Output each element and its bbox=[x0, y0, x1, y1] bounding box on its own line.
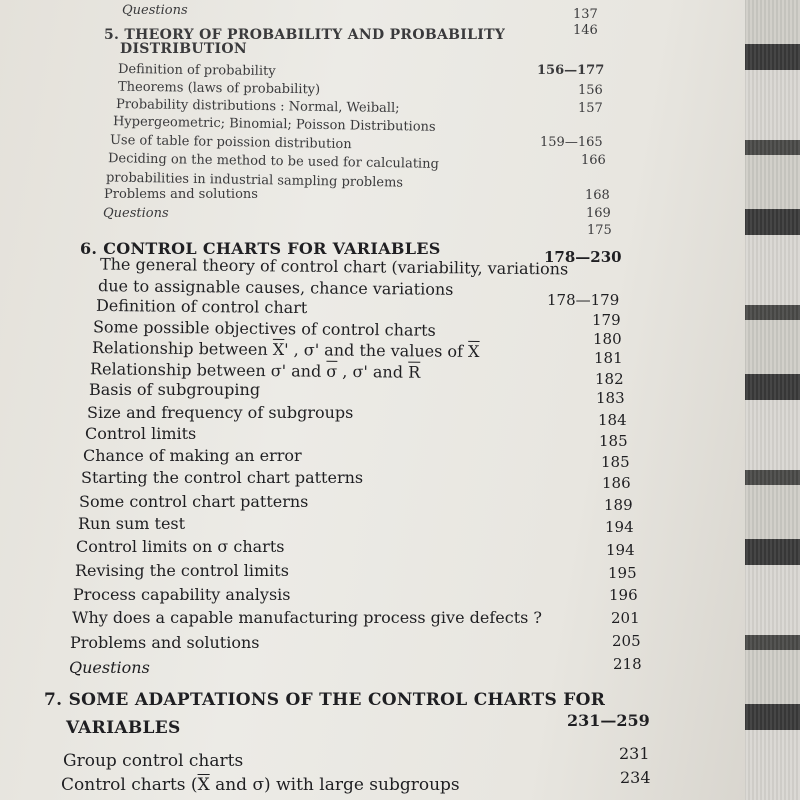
label-text: Relationship between σ' and bbox=[89, 359, 327, 381]
toc-entry-label: Use of table for poission distribution bbox=[109, 132, 352, 153]
toc-entry-page: 194 bbox=[606, 541, 635, 559]
chapter-number: 7. bbox=[44, 690, 63, 710]
toc-entry-page: 157 bbox=[578, 101, 603, 116]
chapter-range: 231—259 bbox=[567, 711, 650, 730]
label-text: Control charts ( bbox=[61, 775, 198, 795]
toc-entry-label: Definition of control chart bbox=[95, 295, 308, 318]
label-text: , σ' and bbox=[337, 361, 409, 382]
chapter-number: 6. bbox=[80, 239, 98, 258]
toc-entry-label: probabilities in industrial sampling problems bbox=[105, 170, 404, 191]
toc-entry-label bbox=[92, 339, 480, 361]
toc-entry-page: 194 bbox=[605, 518, 634, 536]
chapter-page: 146 bbox=[573, 23, 598, 38]
toc-entry-page: 166 bbox=[581, 153, 606, 168]
toc-entry-page: 168 bbox=[585, 188, 610, 203]
toc-entry-page: 231 bbox=[619, 744, 650, 763]
chapter-title-continued: DISTRIBUTION bbox=[120, 41, 248, 57]
label-text: and σ) with large subgroups bbox=[209, 775, 460, 795]
toc-entry-label: Problems and solutions bbox=[104, 187, 258, 202]
toc-entry-label: Probability distributions : Normal, Weiball; bbox=[115, 97, 400, 116]
label-text: ' , σ' and the values of bbox=[284, 339, 469, 361]
chapter-title: THEORY OF PROBABILITY AND PROBABILITY bbox=[124, 27, 506, 43]
toc-entry-page: 179 bbox=[592, 311, 621, 329]
toc-entry-label: due to assignable causes, chance variations bbox=[97, 276, 454, 299]
toc-entry-page: 195 bbox=[608, 564, 637, 582]
toc-entry-label: Chance of making an error bbox=[83, 446, 302, 465]
toc-entry-page: 156 bbox=[578, 83, 603, 98]
toc-entry-label: Basis of subgrouping bbox=[89, 380, 261, 399]
toc-entry-page: 185 bbox=[601, 453, 630, 471]
toc-entry-label: Why does a capable manufacturing process give defects ? bbox=[72, 608, 542, 627]
toc-entry-label: Starting the control chart patterns bbox=[81, 468, 364, 487]
toc-entry-label: Some possible objectives of control charts bbox=[92, 317, 436, 340]
sigma-bar-symbol: $\overline{\sigma}$ bbox=[326, 361, 338, 381]
toc-entry-label: Theorems (laws of probability) bbox=[117, 79, 321, 98]
toc-entry-page: 137 bbox=[573, 7, 598, 22]
toc-entry-page: 178—179 bbox=[547, 291, 620, 309]
toc-entry-page: 218 bbox=[613, 655, 642, 673]
chapter-title: CONTROL CHARTS FOR VARIABLES bbox=[103, 239, 441, 258]
toc-entry-page: 205 bbox=[612, 632, 641, 650]
toc-entry-label: Run sum test bbox=[78, 514, 186, 533]
x-bar-symbol: $\overline{X}$ bbox=[468, 341, 480, 362]
toc-entry-label bbox=[90, 360, 420, 381]
toc-entry-label: Hypergeometric; Binomial; Poisson Distributions bbox=[112, 114, 436, 135]
toc-entry-label: Some control chart patterns bbox=[79, 492, 309, 511]
chapter-title: SOME ADAPTATIONS OF THE CONTROL CHARTS FOR bbox=[68, 690, 606, 710]
chapter-range: 178—230 bbox=[544, 248, 622, 266]
toc-entry-label: Control limits on σ charts bbox=[76, 537, 285, 556]
chapter-7-heading bbox=[44, 690, 605, 710]
label-text: Relationship between bbox=[91, 337, 273, 359]
toc-entry-label: Questions bbox=[122, 3, 188, 18]
toc-entry-page: 184 bbox=[598, 411, 627, 429]
toc-entry-page: 186 bbox=[602, 474, 631, 492]
toc-entry-label: Process capability analysis bbox=[73, 585, 291, 604]
toc-entry-page: 169 bbox=[586, 206, 611, 221]
toc-entry-label: Control limits bbox=[85, 424, 197, 443]
toc-entry-label bbox=[61, 776, 460, 794]
toc-entry-page: 196 bbox=[609, 586, 638, 604]
toc-entry-page: 183 bbox=[596, 389, 625, 407]
toc-entry-page: 180 bbox=[593, 330, 622, 348]
toc-entry-label: Group control charts bbox=[63, 751, 244, 771]
chapter-title-continued: VARIABLES bbox=[66, 718, 181, 738]
toc-entry-page: 201 bbox=[611, 609, 640, 627]
toc-entry-page: 175 bbox=[587, 223, 612, 238]
toc-entry-label: Questions bbox=[69, 658, 150, 677]
toc-entry-page: 181 bbox=[594, 349, 623, 367]
toc-entry-label: Problems and solutions bbox=[70, 633, 260, 652]
toc-entry-page: 182 bbox=[595, 370, 624, 388]
x-bar-symbol: $\overline{X}$ bbox=[197, 775, 210, 795]
r-bar-symbol: $\overline{R}$ bbox=[408, 362, 421, 382]
toc-entry-page: 234 bbox=[620, 768, 651, 787]
chapter-number: 5. bbox=[104, 27, 120, 43]
toc-entry-label: Size and frequency of subgroups bbox=[87, 403, 354, 422]
toc-entry-label: Questions bbox=[103, 206, 169, 221]
toc-entry-page: 189 bbox=[604, 496, 633, 514]
toc-entry-page: 159—165 bbox=[540, 135, 603, 150]
toc-entry-label: Definition of probability bbox=[117, 61, 276, 80]
toc-entry-label: Revising the control limits bbox=[75, 561, 289, 580]
x-bar-symbol: $\overline{X}$ bbox=[272, 339, 285, 359]
toc-entry-page: 156—177 bbox=[537, 63, 605, 78]
toc-entry-label: The general theory of control chart (variability, variations bbox=[99, 254, 569, 279]
toc-entry-page: 185 bbox=[599, 432, 628, 450]
toc-entry-label: Deciding on the method to be used for calculating bbox=[107, 151, 439, 172]
